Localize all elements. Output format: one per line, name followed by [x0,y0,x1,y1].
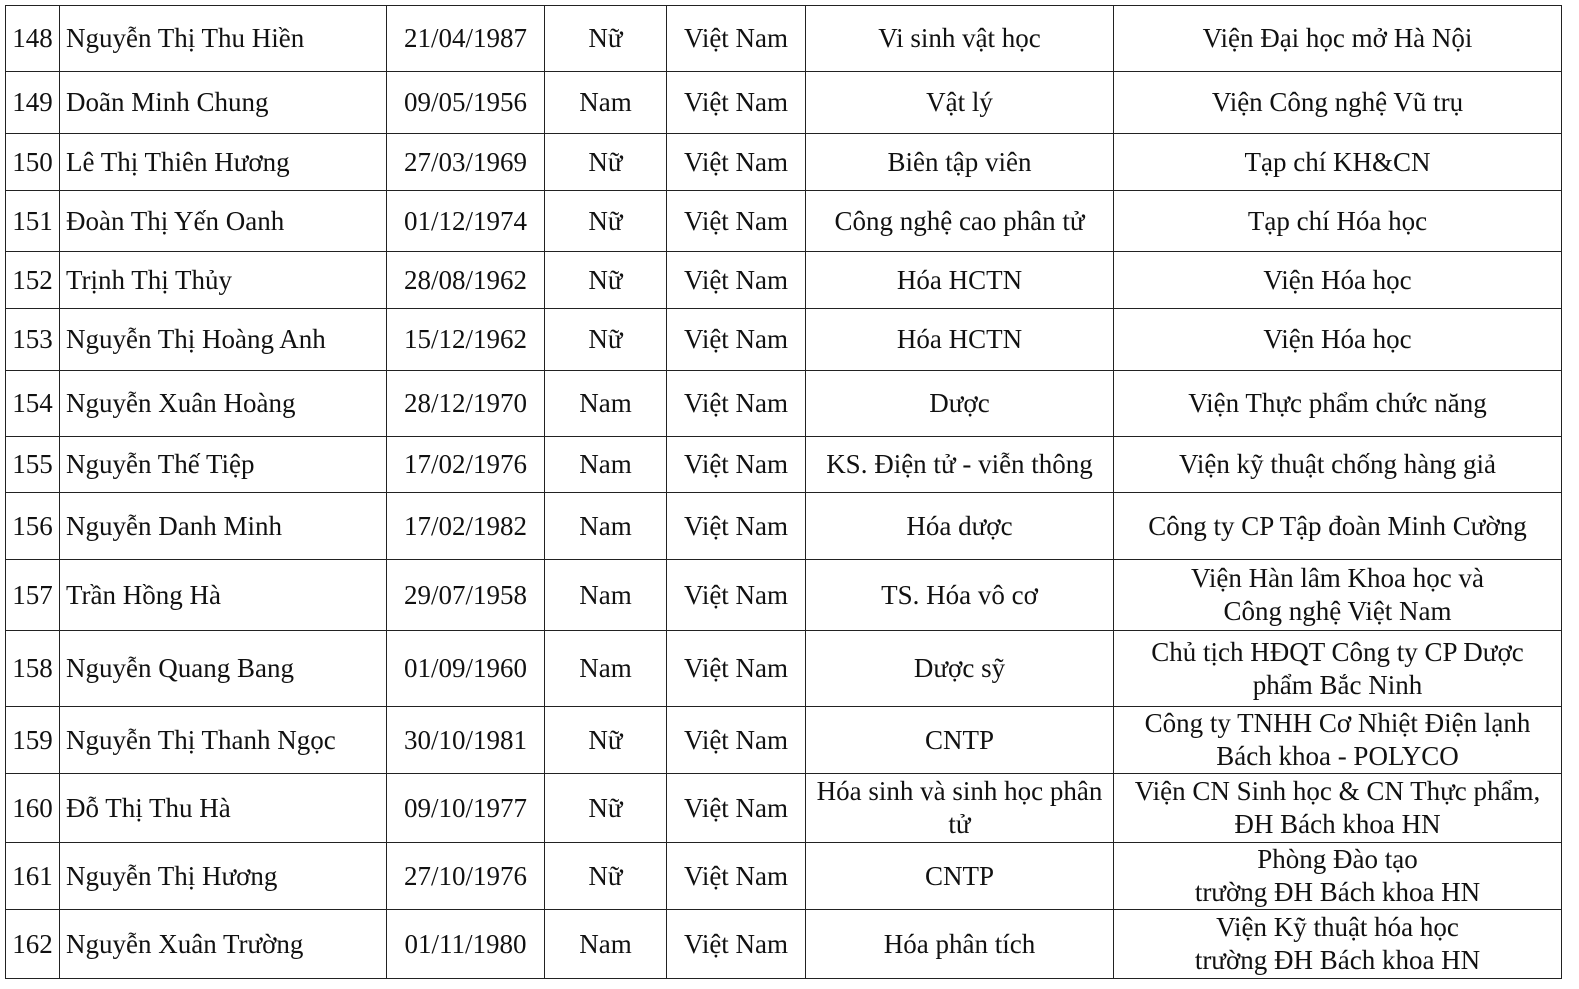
specialty-cell [806,6,1114,72]
organization-line: Viện CN Sinh học & CN Thực phẩm, [1134,776,1541,806]
organization-line: Công ty CP Tập đoàn Minh Cường [1148,510,1527,541]
full-name-cell: Nguyễn Thế Tiệp [60,437,387,493]
full-name-cell: Đoàn Thị Yến Oanh [60,191,387,252]
full-name-cell: Nguyễn Quang Bang [60,631,387,707]
row-number-cell: 155 [6,437,60,493]
gender-cell: Nam [545,560,667,631]
specialty-line: CNTP [924,724,995,755]
date-of-birth-cell: 28/08/1962 [387,252,545,309]
table-row [6,371,1562,437]
nationality-cell: Việt Nam [667,191,806,252]
row-number-cell: 162 [6,910,60,979]
date-of-birth-cell: 15/12/1962 [387,309,545,371]
nationality-cell: Việt Nam [667,631,806,707]
organization-line: Viện Kỹ thuật hóa học [1216,912,1459,942]
specialty-line: Hóa sinh và sinh học phân [816,776,1103,806]
row-number-cell: 161 [6,843,60,910]
organization-cell [1114,493,1562,560]
date-of-birth-cell: 09/10/1977 [387,774,545,843]
date-of-birth-cell: 21/04/1987 [387,6,545,72]
nationality-cell: Việt Nam [667,560,806,631]
table-row [6,191,1562,252]
organization-line: Viện kỹ thuật chống hàng giả [1178,449,1497,479]
gender-cell: Nữ [545,6,667,72]
full-name-cell: Nguyễn Thị Thanh Ngọc [60,707,387,774]
specialty-cell [806,252,1114,309]
gender-cell: Nữ [545,309,667,371]
organization-line: Chủ tịch HĐQT Công ty CP Dược [1151,636,1524,667]
row-number-cell: 150 [6,134,60,191]
gender-cell: Nữ [545,134,667,191]
row-number-cell: 151 [6,191,60,252]
organization-line: phẩm Bắc Ninh [1252,669,1423,700]
specialty-cell [806,371,1114,437]
specialty-line: Vật lý [926,87,993,117]
specialty-line: Hóa HCTN [896,324,1023,354]
specialty-line: Hóa dược [906,510,1013,541]
specialty-cell [806,843,1114,910]
row-number-cell: 158 [6,631,60,707]
table-row [6,774,1562,843]
gender-cell: Nữ [545,774,667,843]
organization-cell [1114,910,1562,979]
full-name-cell: Nguyễn Danh Minh [60,493,387,560]
full-name-cell: Nguyễn Thị Hương [60,843,387,910]
table-row [6,437,1562,493]
organization-cell [1114,560,1562,631]
full-name-cell: Nguyễn Xuân Hoàng [60,371,387,437]
specialty-line: Công nghệ cao phân tử [834,205,1085,236]
date-of-birth-cell: 30/10/1981 [387,707,545,774]
organization-cell [1114,774,1562,843]
full-name-cell: Doãn Minh Chung [60,72,387,134]
organization-line: Tạp chí Hóa học [1247,205,1428,236]
table-row [6,560,1562,631]
specialty-line: CNTP [924,860,995,891]
specialty-line: Vi sinh vật học [878,23,1041,53]
row-number-cell: 160 [6,774,60,843]
organization-cell [1114,134,1562,191]
table-row [6,72,1562,134]
date-of-birth-cell: 29/07/1958 [387,560,545,631]
organization-cell [1114,707,1562,774]
organization-line: Bách khoa - POLYCO [1216,741,1459,771]
date-of-birth-cell: 28/12/1970 [387,371,545,437]
nationality-cell: Việt Nam [667,493,806,560]
specialty-cell [806,437,1114,493]
specialty-line: Hóa phân tích [883,928,1036,959]
table-row [6,134,1562,191]
row-number-cell: 153 [6,309,60,371]
row-number-cell: 149 [6,72,60,134]
specialty-cell [806,707,1114,774]
organization-line: Viện Hóa học [1263,324,1412,354]
row-number-cell: 152 [6,252,60,309]
gender-cell: Nữ [545,707,667,774]
organization-line: Phòng Đào tạo [1257,844,1418,874]
gender-cell: Nam [545,631,667,707]
specialty-cell [806,493,1114,560]
nationality-cell: Việt Nam [667,134,806,191]
organization-line: Công ty TNHH Cơ Nhiệt Điện lạnh [1144,708,1531,738]
specialty-line: KS. Điện tử - viễn thông [826,449,1093,479]
date-of-birth-cell: 01/12/1974 [387,191,545,252]
nationality-cell: Việt Nam [667,910,806,979]
specialty-line: Dược [929,388,990,418]
specialty-cell [806,134,1114,191]
specialty-cell [806,631,1114,707]
organization-cell [1114,309,1562,371]
organization-line: Tạp chí KH&CN [1244,146,1431,177]
table-row [6,309,1562,371]
gender-cell: Nữ [545,191,667,252]
date-of-birth-cell: 01/11/1980 [387,910,545,979]
full-name-cell: Đỗ Thị Thu Hà [60,774,387,843]
nationality-cell: Việt Nam [667,774,806,843]
organization-line: ĐH Bách khoa HN [1234,809,1441,839]
organization-cell [1114,843,1562,910]
full-name-cell: Nguyễn Thị Hoàng Anh [60,309,387,371]
date-of-birth-cell: 09/05/1956 [387,72,545,134]
organization-line: Công nghệ Việt Nam [1223,596,1452,626]
organization-cell [1114,252,1562,309]
table-row [6,6,1562,72]
nationality-cell: Việt Nam [667,843,806,910]
row-number-cell: 154 [6,371,60,437]
full-name-cell: Trần Hồng Hà [60,560,387,631]
organization-line: Viện Đại học mở Hà Nội [1202,23,1473,53]
organization-line: Viện Hàn lâm Khoa học và [1190,563,1485,593]
gender-cell: Nam [545,910,667,979]
table-row [6,252,1562,309]
date-of-birth-cell: 27/10/1976 [387,843,545,910]
specialty-line: tử [948,809,971,839]
organization-line: Viện Hóa học [1263,264,1412,295]
table-row [6,910,1562,979]
gender-cell: Nam [545,493,667,560]
nationality-cell: Việt Nam [667,437,806,493]
gender-cell: Nữ [545,252,667,309]
gender-cell: Nam [545,437,667,493]
organization-line: trường ĐH Bách khoa HN [1194,877,1481,907]
table-body [6,6,1562,979]
table-row [6,707,1562,774]
specialty-line: TS. Hóa vô cơ [881,579,1038,610]
table-row [6,493,1562,560]
specialty-cell [806,560,1114,631]
organization-line: Viện Công nghệ Vũ trụ [1211,87,1464,117]
nationality-cell: Việt Nam [667,371,806,437]
specialty-cell [806,910,1114,979]
specialty-cell [806,72,1114,134]
nationality-cell: Việt Nam [667,6,806,72]
date-of-birth-cell: 17/02/1976 [387,437,545,493]
full-name-cell: Nguyễn Xuân Trường [60,910,387,979]
nationality-cell: Việt Nam [667,309,806,371]
organization-cell [1114,631,1562,707]
personnel-table [5,5,1562,979]
organization-cell [1114,371,1562,437]
organization-cell [1114,6,1562,72]
nationality-cell: Việt Nam [667,707,806,774]
gender-cell: Nữ [545,843,667,910]
organization-cell [1114,72,1562,134]
row-number-cell: 157 [6,560,60,631]
specialty-line: Biên tập viên [887,146,1032,177]
specialty-cell [806,774,1114,843]
row-number-cell: 159 [6,707,60,774]
full-name-cell: Trịnh Thị Thủy [60,252,387,309]
date-of-birth-cell: 17/02/1982 [387,493,545,560]
date-of-birth-cell: 27/03/1969 [387,134,545,191]
row-number-cell: 156 [6,493,60,560]
nationality-cell: Việt Nam [667,72,806,134]
gender-cell: Nam [545,72,667,134]
organization-line: Viện Thực phẩm chức năng [1188,388,1487,418]
specialty-line: Hóa HCTN [896,264,1023,295]
specialty-line: Dược sỹ [913,653,1006,683]
specialty-cell [806,191,1114,252]
row-number-cell: 148 [6,6,60,72]
organization-cell [1114,191,1562,252]
specialty-cell [806,309,1114,371]
organization-cell [1114,437,1562,493]
gender-cell: Nam [545,371,667,437]
full-name-cell: Nguyễn Thị Thu Hiền [60,6,387,72]
full-name-cell: Lê Thị Thiên Hương [60,134,387,191]
organization-line: trường ĐH Bách khoa HN [1194,945,1481,975]
table-row [6,843,1562,910]
date-of-birth-cell: 01/09/1960 [387,631,545,707]
table-row [6,631,1562,707]
nationality-cell: Việt Nam [667,252,806,309]
